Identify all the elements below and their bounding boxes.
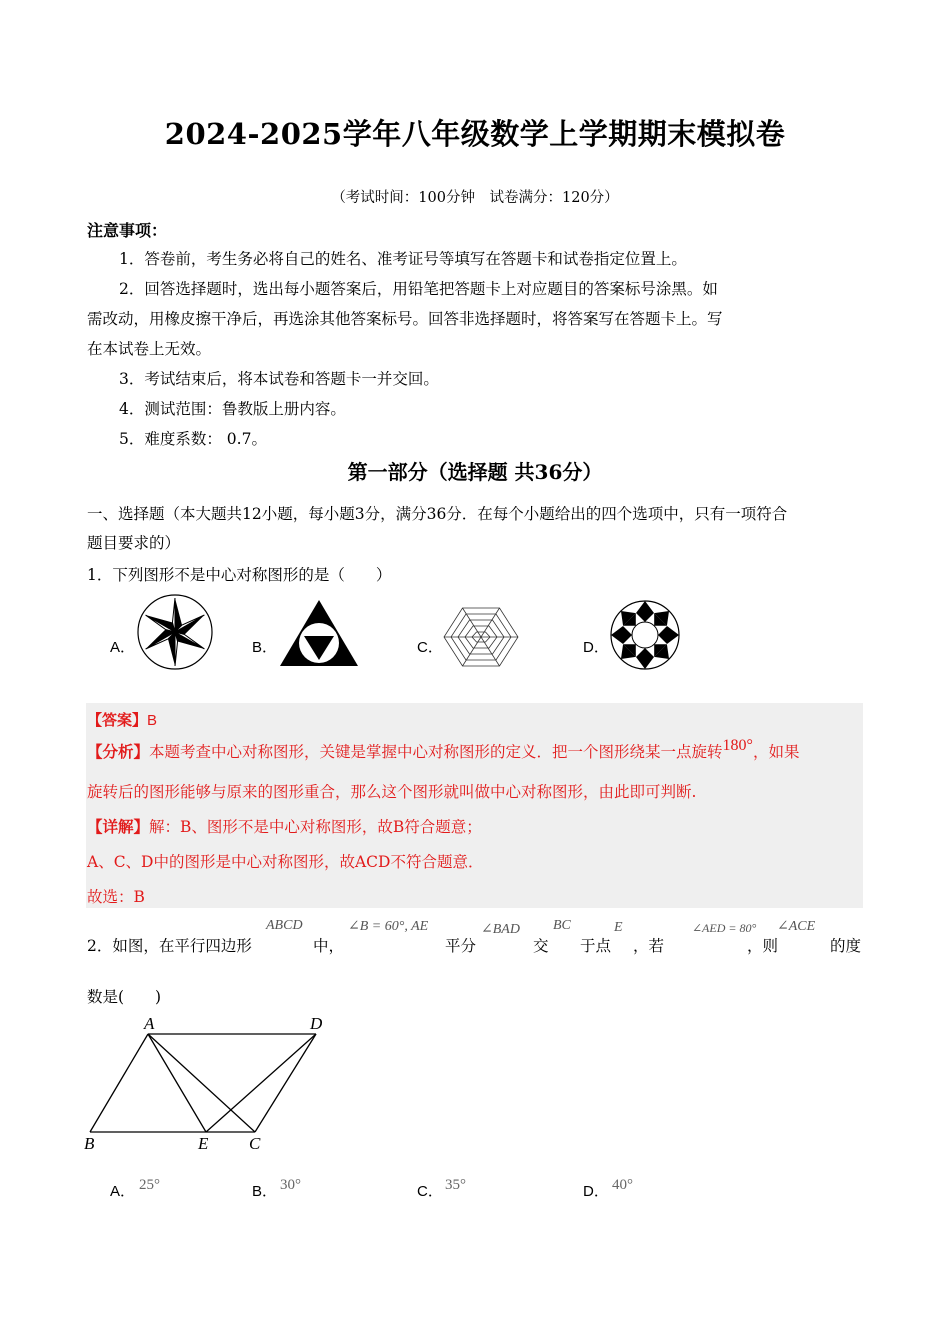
- note-item-4: 4．测试范围：鲁教版上册内容。: [119, 400, 346, 418]
- note-item-2-line-1: 2．回答选择题时，选出每小题答案后，用铅笔把答题卡上对应题目的答案标号涂黑。如: [119, 280, 718, 298]
- analysis-text-b: ，如果: [752, 743, 800, 761]
- note-item-5: 5．难度系数： 0.7。: [119, 430, 267, 448]
- section-instructions-line-1: 一、选择题（本大题共12小题，每小题3分，满分36分．在每个小题给出的四个选项中，只有一项符合: [87, 505, 788, 523]
- note-item-1: 1．答卷前，考生务必将自己的姓名、准考证号等填写在答题卡和试卷指定位置上。: [119, 250, 687, 268]
- q2-text-7: ，则: [747, 937, 779, 955]
- segment-ab: [90, 1034, 148, 1132]
- solution-1-final: 故选：B: [87, 888, 145, 906]
- q1-option-d-label: D．: [583, 639, 609, 656]
- q2-option-d-value: 40°: [612, 1177, 633, 1193]
- segment-ae: [148, 1034, 206, 1132]
- solution-1-answer: [87, 709, 157, 730]
- exam-info: （考试时间：100分钟 试卷满分：120分）: [331, 190, 619, 206]
- q2-option-b-label: B．: [252, 1183, 278, 1200]
- note-item-3: 3．考试结束后，将本试卷和答题卡一并交回。: [119, 370, 439, 388]
- segment-de: [206, 1034, 316, 1132]
- section-title: 第一部分（选择题 共36分）: [347, 460, 603, 484]
- q2-text-1: 2．如图，在平行四边形: [87, 937, 252, 955]
- q1-figure-d: [608, 598, 682, 672]
- segment-dc: [255, 1034, 316, 1132]
- notes-heading: 注意事项：: [87, 221, 168, 240]
- q2-math-bc: BC: [553, 918, 571, 933]
- q2-text-5: 于点: [580, 937, 612, 955]
- q1-option-a-label: A．: [110, 639, 136, 656]
- analysis-text-a: 本题考查中心对称图形，关键是掌握中心对称图形的定义．把一个图形绕某一点旋转: [149, 743, 723, 761]
- detail-text: 解：B、图形不是中心对称图形，故B符合题意；: [149, 818, 482, 836]
- q1-figure-b: [278, 598, 360, 668]
- answer-tag: 【答案】: [87, 712, 148, 729]
- answer-value: B: [147, 712, 158, 729]
- q2-option-c-label: C．: [417, 1183, 443, 1200]
- q2-math-aed: ∠AED = 80°: [692, 921, 757, 935]
- q2-text-6: ，若: [633, 937, 665, 955]
- q2-math-ace: ∠ACE: [777, 919, 816, 934]
- analysis-tag: 【分析】: [87, 742, 150, 761]
- q1-option-c-label: C．: [417, 639, 443, 656]
- solution-1-detail-line-2: A、C、D中的图形是中心对称图形，故ACD不符合题意．: [87, 853, 484, 871]
- q2-text-2: 中，: [313, 937, 345, 955]
- solution-1-analysis-line-1: [87, 737, 800, 762]
- q2-option-a-label: A．: [110, 1183, 136, 1200]
- detail-tag: 【详解】: [87, 817, 150, 836]
- solution-1-detail: [87, 815, 482, 837]
- q1-option-b-label: B．: [252, 639, 278, 656]
- q2-math-bad: ∠BAD: [481, 922, 520, 937]
- point-label-a: A: [144, 1014, 155, 1033]
- q2-math-abcd: ABCD: [266, 918, 303, 933]
- page-title: 2024-2025学年八年级数学上学期期末模拟卷: [164, 117, 786, 151]
- q1-figure-a: [135, 592, 215, 672]
- analysis-angle: 180°: [722, 737, 753, 754]
- q2-option-a-value: 25°: [139, 1177, 160, 1193]
- q2-math-angle-b: ∠B = 60°, AE: [348, 919, 429, 934]
- q2-option-d-label: D．: [583, 1183, 609, 1200]
- section-instructions-line-2: 题目要求的）: [87, 534, 181, 552]
- note-item-2-line-2: 需改动，用橡皮擦干净后，再选涂其他答案标号。回答非选择题时，将答案写在答题卡上。写: [87, 310, 723, 328]
- q2-text-4: 交: [533, 937, 549, 955]
- point-label-c: C: [249, 1134, 261, 1153]
- q2-text-8: 的度: [830, 937, 862, 955]
- note-item-2-line-3: 在本试卷上无效。: [87, 340, 212, 358]
- q2-figure-parallelogram: [80, 1010, 340, 1155]
- point-label-e: E: [198, 1134, 209, 1153]
- segment-ac: [148, 1034, 255, 1132]
- point-label-d: D: [310, 1014, 323, 1033]
- q2-text-3: 平分: [445, 937, 477, 955]
- question-1-stem: 1．下列图形不是中心对称图形的是（ ）: [87, 566, 392, 584]
- q2-math-e: E: [614, 920, 623, 935]
- solution-1-analysis-line-2: 旋转后的图形能够与原来的图形重合，那么这个图形就叫做中心对称图形，由此即可判断.: [87, 783, 697, 801]
- q2-option-b-value: 30°: [280, 1177, 301, 1193]
- q2-text-line-2: 数是( ): [87, 988, 162, 1006]
- q2-option-c-value: 35°: [445, 1177, 466, 1193]
- q1-figure-c: [443, 607, 519, 667]
- point-label-b: B: [84, 1134, 95, 1153]
- solution-1-box: [86, 703, 863, 908]
